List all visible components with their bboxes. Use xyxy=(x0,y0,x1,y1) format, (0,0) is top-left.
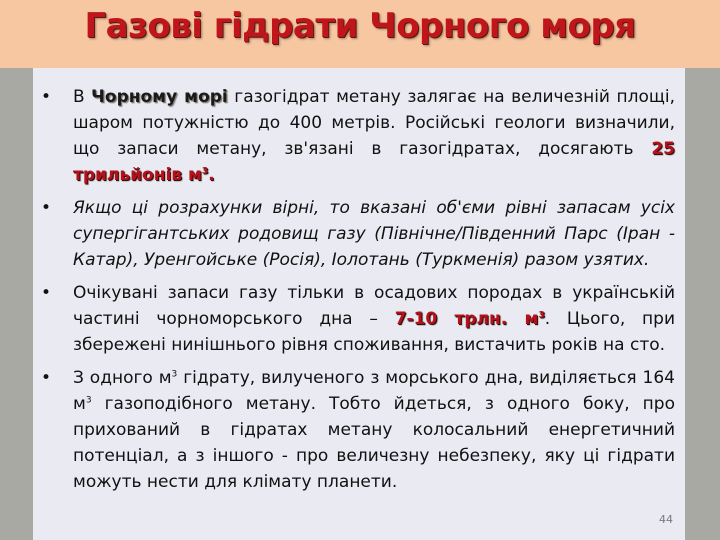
bullet-3-text-b: . Цього, при збережені нинішнього рівня споживання, вистачить років на сто. xyxy=(73,309,676,355)
content-panel xyxy=(33,68,685,540)
bullet-1-text-a: В xyxy=(73,87,92,107)
bullet-3-text-a: Очікувані запаси газу тільки в осадових породах в українській частині чорноморського дна – xyxy=(73,283,675,329)
bullet-1-bold-phrase: Чорному морі xyxy=(91,87,228,107)
bullet-3-highlight-text: 7-10 трлн. м xyxy=(394,309,539,329)
bullet-4-sup-2: 3 xyxy=(85,395,92,406)
bullet-3-highlight-sup: 3 xyxy=(538,310,545,321)
bullet-dot: • xyxy=(41,283,52,303)
bullet-item-3 xyxy=(41,280,676,358)
bullet-dot: • xyxy=(41,198,52,218)
page-number: 44 xyxy=(659,513,673,526)
bullet-4-text-a: З одного м xyxy=(73,368,172,388)
bullet-1-highlight-text: 25 трильйонів м xyxy=(73,139,675,185)
bullet-dot: • xyxy=(41,87,52,107)
bullet-2-text: Якщо ці розрахунки вірні, то вказані об'єми рівні запасам усіх супергігантських родовищ газу (Північне/Південний Парс (Іран - Катар), Уренгойське (Росія), Іолотань (Туркменія) разом узятих. xyxy=(73,198,675,270)
bullet-1-highlight-sup: 3 xyxy=(201,166,209,177)
bullet-4-text-c: газоподібного метану. Тобто йдеться, з одного боку, про прихований в гідратах метану колосальний енергетичний потенціал, а з іншого - про величезну небезпеку, яку ці гідрати можуть нести для клімату планети. xyxy=(73,394,675,492)
bullet-dot: • xyxy=(41,368,52,388)
bullet-1-text-b: газогідрат метану залягає на величезній площі, шаром потужністю до 400 метрів. Російські геологи визначили, що запаси метану, зв'язані в газогідратах, досягають xyxy=(73,87,675,159)
bullet-item-2 xyxy=(41,195,675,273)
bullet-item-1 xyxy=(41,84,675,188)
bullet-1-highlight-end: . xyxy=(208,165,215,185)
bullet-list xyxy=(33,68,685,495)
bullet-4-sup-1: 3 xyxy=(171,369,178,380)
bullet-item-4 xyxy=(41,365,675,495)
slide-title: Газові гідрати Чорного моря xyxy=(84,6,636,46)
bullet-4-text-b: гідрату, вилученого з морського дна, виділяється 164 м xyxy=(73,368,675,414)
bullet-3-highlight xyxy=(395,309,545,329)
